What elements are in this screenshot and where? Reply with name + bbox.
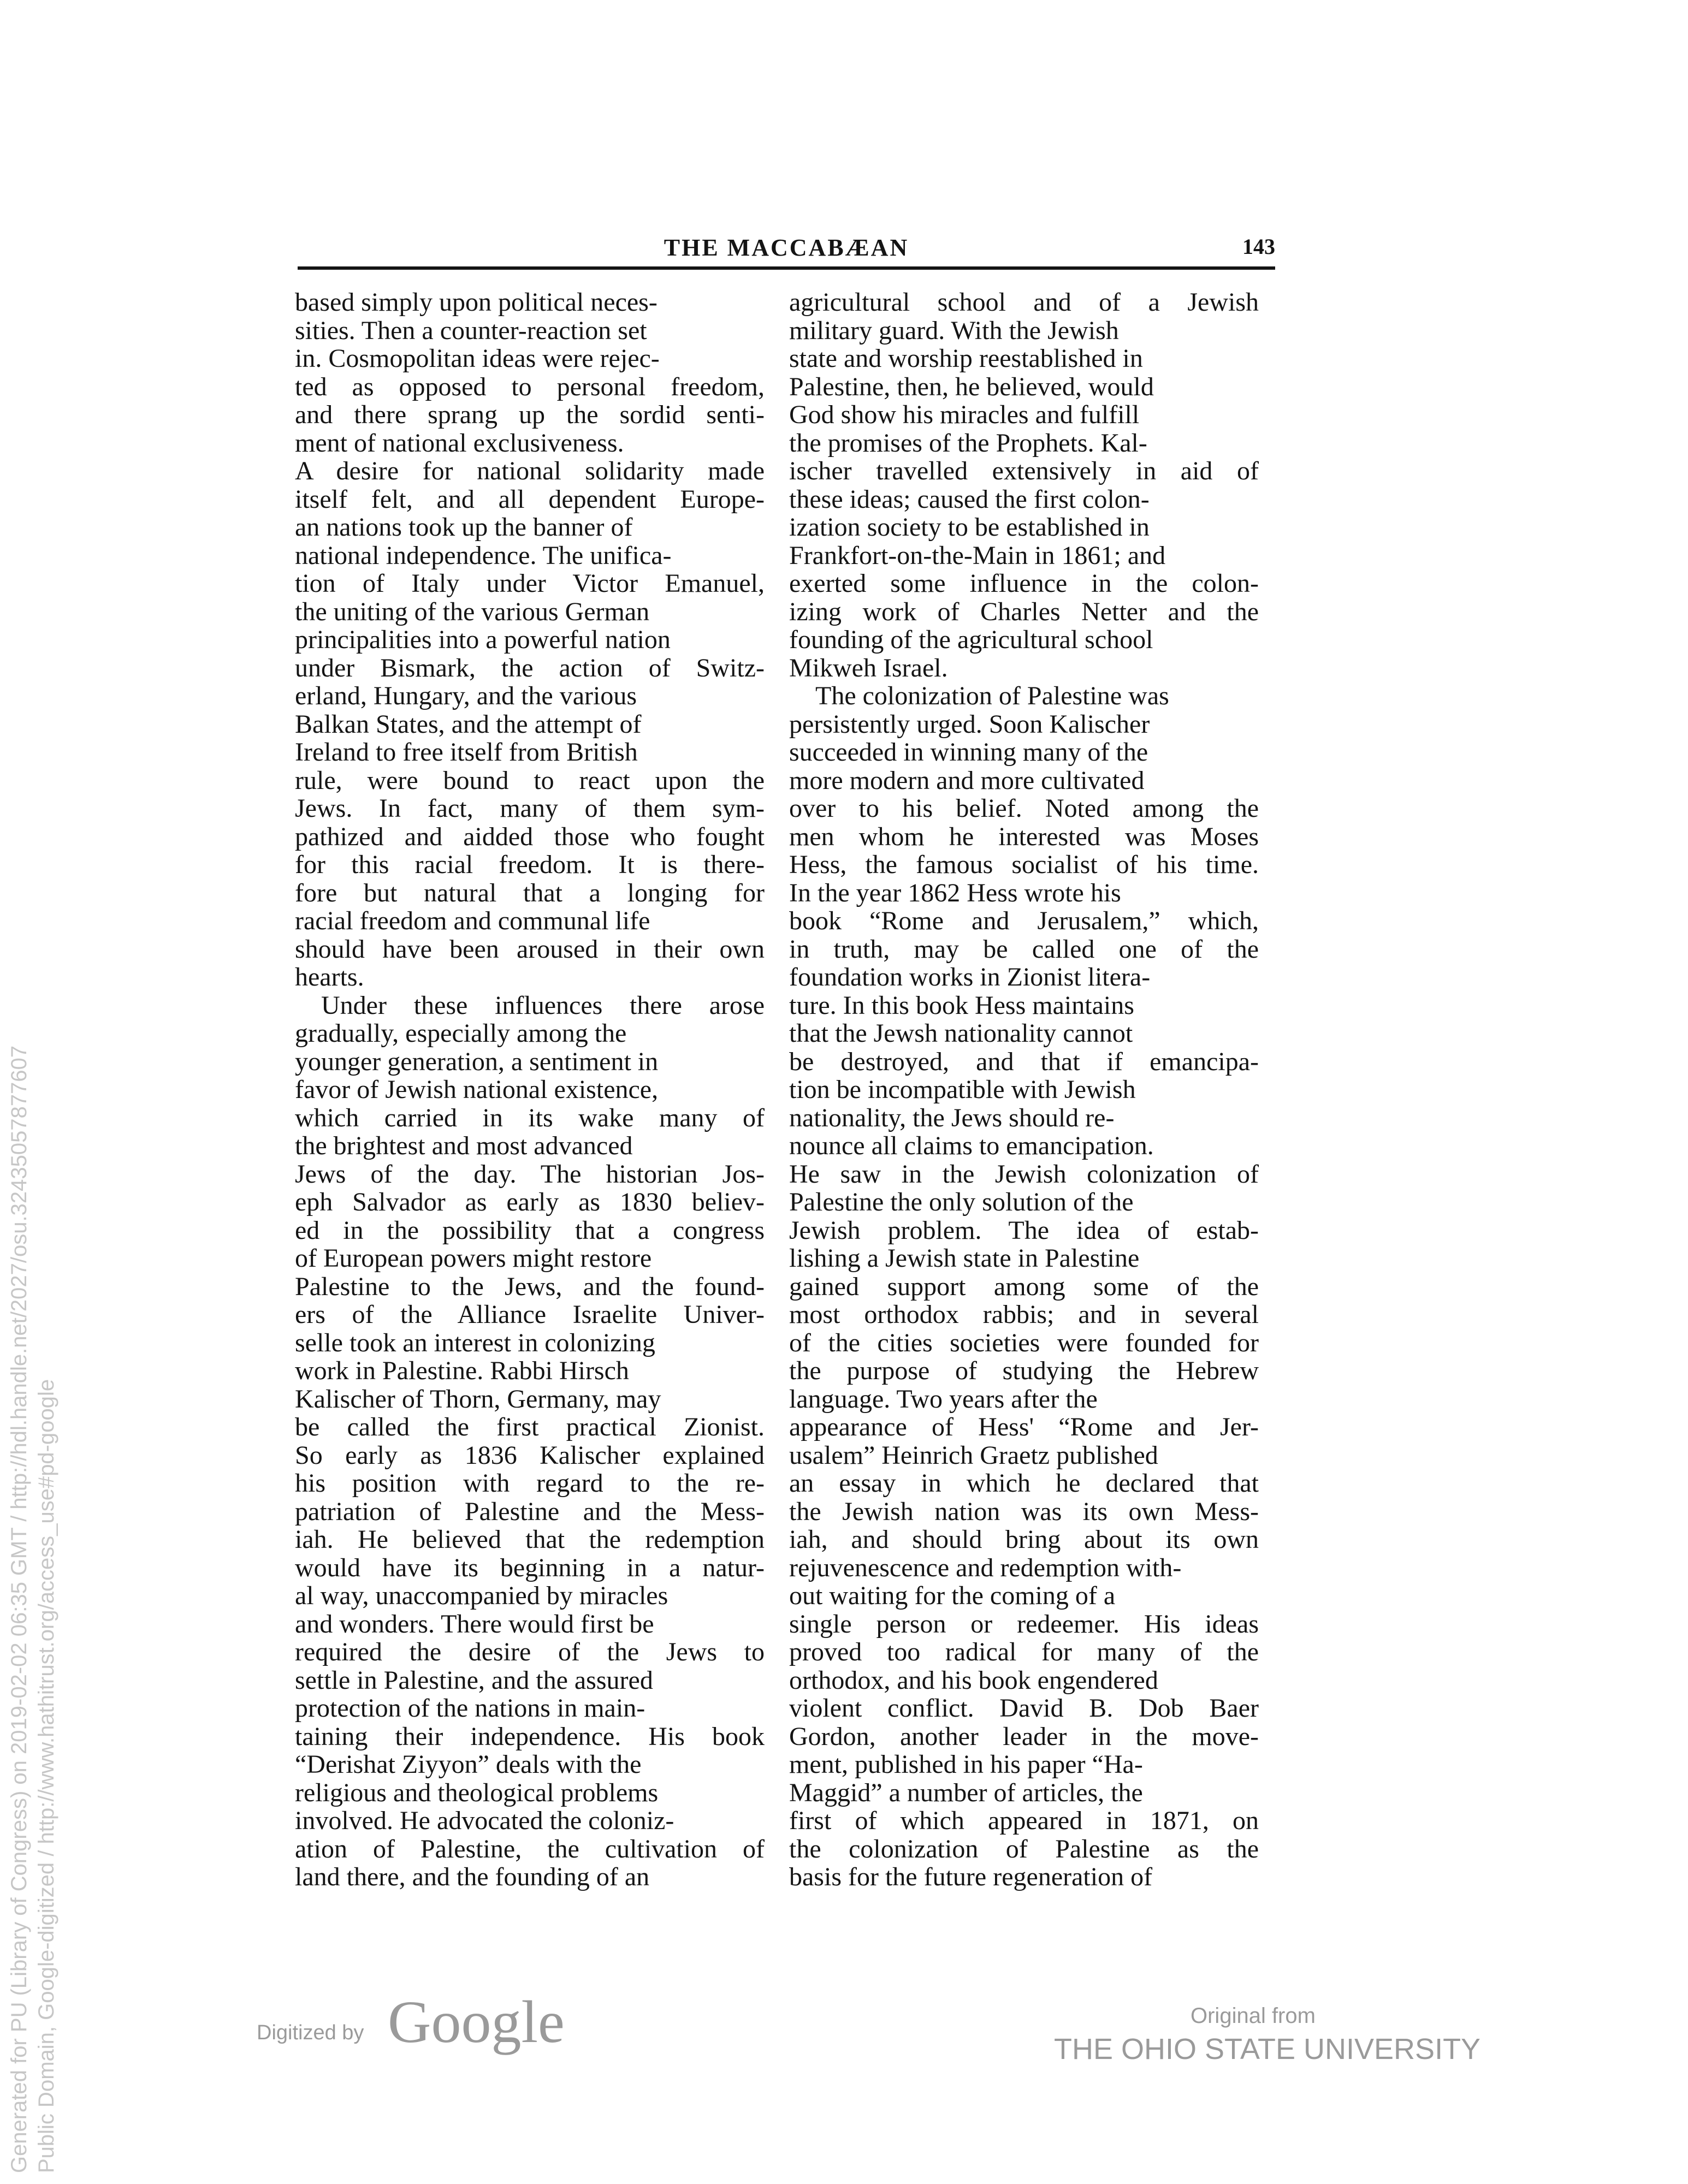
text-line: selle took an interest in colonizing [295, 1328, 655, 1357]
header-rule [298, 266, 1275, 270]
text-line: pathized and aidded those who fought [295, 822, 765, 851]
text-line: the colonization of Palestine as the [789, 1834, 1259, 1863]
text-line: patriation of Palestine and the Mess- [295, 1497, 765, 1526]
text-line: state and worship reestablished in [789, 344, 1143, 373]
right-column [789, 288, 1259, 1891]
text-line: ture. In this book Hess maintains [789, 990, 1134, 1020]
text-line: book “Rome and Jerusalem,” which, [789, 906, 1259, 935]
text-line: ed in the possibility that a congress [295, 1215, 765, 1245]
text-line: the purpose of studying the Hebrew [789, 1356, 1259, 1385]
text-line: taining their independence. His book [295, 1722, 765, 1751]
text-line: religious and theological problems [295, 1778, 659, 1807]
text-line: his position with regard to the re- [295, 1469, 765, 1498]
text-line: izing work of Charles Netter and the [789, 597, 1259, 626]
text-line: usalem” Heinrich Graetz published [789, 1440, 1158, 1470]
text-line: military guard. With the Jewish [789, 316, 1119, 345]
text-line: erland, Hungary, and the various [295, 681, 637, 710]
text-line: of European powers might restore [295, 1244, 652, 1273]
text-line: orthodox, and his book engendered [789, 1665, 1158, 1695]
text-line: Maggid” a number of articles, the [789, 1778, 1143, 1807]
journal-title: THE MACCABÆAN [664, 234, 909, 261]
text-line: be called the first practical Zionist. [295, 1413, 765, 1441]
text-line: succeeded in winning many of the [789, 738, 1148, 767]
text-line: ment of national exclusiveness. [295, 428, 624, 458]
text-line: single person or redeemer. His ideas [789, 1609, 1259, 1639]
text-line: tion of Italy under Victor Emanuel, [295, 569, 765, 598]
text-line: be destroyed, and that if emancipa- [789, 1047, 1259, 1076]
text-line: founding of the agricultural school [789, 625, 1153, 654]
text-line: out waiting for the coming of a [789, 1581, 1116, 1610]
watermark-line-1: Generated for PU (Library of Congress) on 2019-02-02 06:35 GMT / http://hdl.handle.net/2027/osu.32435057877607 [7, 1045, 31, 2173]
text-line: more modern and more cultivated [789, 765, 1145, 795]
hathitrust-watermark [5, 1046, 60, 2173]
text-line: ization society to be established in [789, 513, 1150, 542]
text-line: proved too radical for many of the [789, 1637, 1259, 1666]
text-line: Jews. In fact, many of them sym- [295, 794, 765, 823]
text-line: eph Salvador as early as 1830 believ- [295, 1188, 765, 1216]
text-line: ischer travelled extensively in aid of [789, 456, 1259, 485]
text-line: Mikweh Israel. [789, 653, 948, 682]
text-line: lishing a Jewish state in Palestine [789, 1244, 1140, 1273]
text-line: for this racial freedom. It is there- [295, 850, 765, 879]
text-line: principalities into a powerful nation [295, 625, 671, 654]
text-line: fore but natural that a longing for [295, 878, 765, 907]
text-line: ted as opposed to personal freedom, [295, 372, 765, 401]
left-column [295, 288, 765, 1891]
text-line: land there, and the founding of an [295, 1862, 650, 1891]
text-line: God show his miracles and fulfill [789, 400, 1140, 429]
text-line: persistently urged. Soon Kalischer [789, 709, 1150, 739]
text-line: in. Cosmopolitan ideas were rejec- [295, 344, 660, 373]
text-line: racial freedom and communal life [295, 906, 650, 935]
text-line: these ideas; caused the first colon- [789, 484, 1150, 514]
text-line: Jewish problem. The idea of estab- [789, 1215, 1259, 1245]
text-line: in truth, may be called one of the [789, 934, 1259, 964]
text-line: favor of Jewish national existence, [295, 1075, 659, 1104]
text-line: violent conflict. David B. Dob Baer [789, 1694, 1259, 1723]
text-line: Under these influences there arose [321, 990, 765, 1020]
university-name: THE OHIO STATE UNIVERSITY [1054, 2033, 1481, 2066]
text-line: first of which appeared in 1871, on [789, 1806, 1259, 1835]
text-line: ment, published in his paper “Ha- [789, 1750, 1143, 1779]
original-from-label: Original from [1191, 2004, 1316, 2028]
text-line: of the cities societies were founded for [789, 1328, 1259, 1357]
text-line: which carried in its wake many of [295, 1103, 765, 1132]
text-line: foundation works in Zionist litera- [789, 963, 1151, 992]
text-line: iah. He believed that the redemption [295, 1525, 765, 1554]
text-line: based simply upon political neces- [295, 288, 658, 317]
text-line: most orthodox rabbis; and in several [789, 1300, 1259, 1329]
text-line: language. Two years after the [789, 1384, 1098, 1414]
text-line: under Bismark, the action of Switz- [295, 653, 765, 682]
text-line: Balkan States, and the attempt of [295, 709, 642, 739]
text-line: Kalischer of Thorn, Germany, may [295, 1384, 661, 1414]
text-line: A desire for national solidarity made [295, 456, 765, 485]
text-line: would have its beginning in a natur- [295, 1553, 765, 1582]
text-line: gained support among some of the [789, 1272, 1259, 1301]
text-line: settle in Palestine, and the assured [295, 1665, 653, 1695]
text-line: should have been aroused in their own [295, 934, 765, 964]
text-line: the uniting of the various German [295, 597, 650, 626]
text-line: rule, were bound to react upon the [295, 765, 765, 795]
digitized-by-label: Digitized by [257, 2021, 364, 2044]
text-line: ation of Palestine, the cultivation of [295, 1834, 765, 1863]
text-line: an essay in which he declared that [789, 1469, 1259, 1498]
text-line: involved. He advocated the coloniz- [295, 1806, 674, 1835]
text-line: the promises of the Prophets. Kal- [789, 428, 1147, 458]
text-line: Gordon, another leader in the move- [789, 1722, 1259, 1751]
text-line: men whom he interested was Moses [789, 822, 1259, 851]
text-line: hearts. [295, 963, 364, 992]
text-line: “Derishat Ziyyon” deals with the [295, 1750, 642, 1779]
text-line: nounce all claims to emancipation. [789, 1131, 1154, 1160]
text-line: Palestine to the Jews, and the found- [295, 1272, 765, 1301]
text-line: ers of the Alliance Israelite Univer- [295, 1300, 765, 1329]
text-line: nationality, the Jews should re- [789, 1103, 1115, 1132]
text-line: So early as 1836 Kalischer explained [295, 1440, 765, 1470]
text-line: appearance of Hess' “Rome and Jer- [789, 1413, 1259, 1441]
text-line: Frankfort-on-the-Main in 1861; and [789, 541, 1166, 570]
text-line: an nations took up the banner of [295, 513, 633, 542]
text-line: that the Jewsh nationality cannot [789, 1019, 1133, 1048]
text-line: national independence. The unifica- [295, 541, 672, 570]
text-line: agricultural school and of a Jewish [789, 288, 1259, 317]
running-header [298, 229, 1275, 268]
text-line: protection of the nations in main- [295, 1694, 645, 1723]
text-line: the Jewish nation was its own Mess- [789, 1497, 1259, 1526]
text-line: Hess, the famous socialist of his time. [789, 850, 1259, 879]
text-line: Palestine the only solution of the [789, 1188, 1134, 1216]
text-line: gradually, especially among the [295, 1019, 627, 1048]
text-line: required the desire of the Jews to [295, 1637, 765, 1666]
text-line: tion be incompatible with Jewish [789, 1075, 1136, 1104]
text-line: work in Palestine. Rabbi Hirsch [295, 1356, 629, 1385]
text-line: sities. Then a counter-reaction set [295, 316, 647, 345]
text-line: exerted some influence in the colon- [789, 569, 1259, 598]
text-line: Jews of the day. The historian Jos- [295, 1159, 765, 1189]
text-line: The colonization of Palestine was [815, 681, 1169, 710]
google-logo: Google [388, 1989, 565, 2055]
watermark-line-2: Public Domain, Google-digitized / http://www.hathitrust.org/access_use#pd-google [34, 1379, 58, 2173]
text-line: He saw in the Jewish colonization of [789, 1159, 1259, 1189]
text-line: over to his belief. Noted among the [789, 794, 1259, 823]
text-line: Palestine, then, he believed, would [789, 372, 1154, 401]
text-line: younger generation, a sentiment in [295, 1047, 659, 1076]
text-line: the brightest and most advanced [295, 1131, 633, 1160]
page-number: 143 [1242, 234, 1275, 259]
text-line: rejuvenescence and redemption with- [789, 1553, 1182, 1582]
text-line: itself felt, and all dependent Europe- [295, 484, 765, 514]
text-line: Ireland to free itself from British [295, 738, 638, 767]
text-line: iah, and should bring about its own [789, 1525, 1259, 1554]
text-line: In the year 1862 Hess wrote his [789, 878, 1121, 907]
text-line: al way, unaccompanied by miracles [295, 1581, 668, 1610]
text-line: and there sprang up the sordid senti- [295, 400, 765, 429]
text-line: and wonders. There would first be [295, 1609, 654, 1639]
text-line: basis for the future regeneration of [789, 1862, 1153, 1891]
